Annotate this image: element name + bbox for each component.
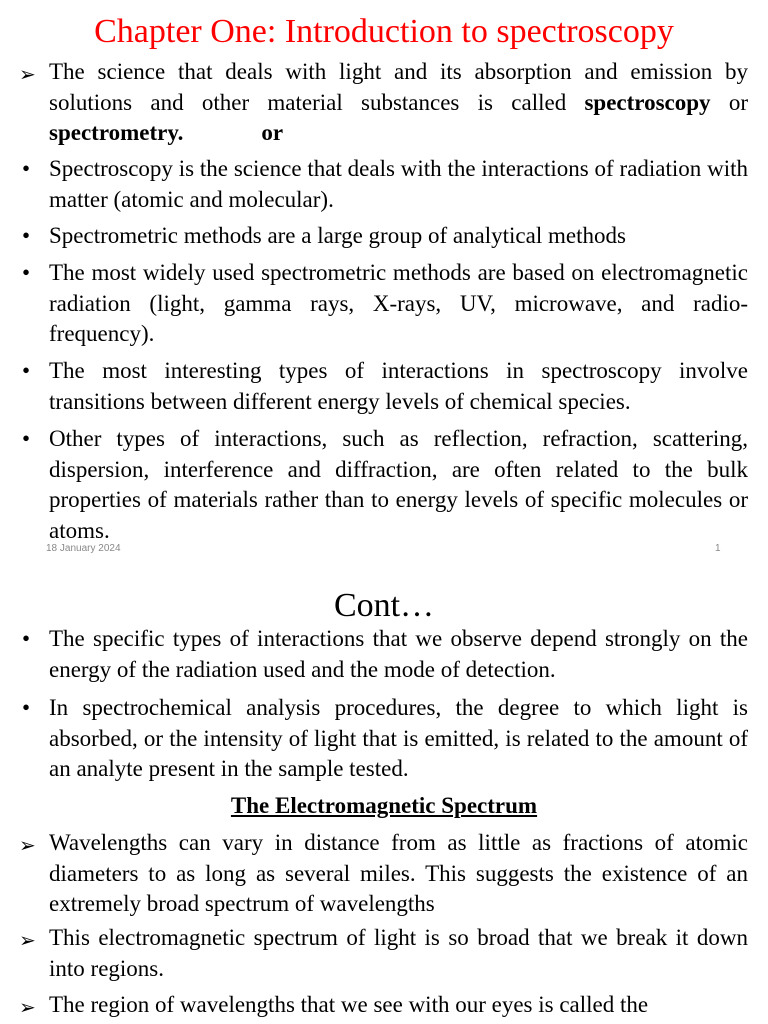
arrow-bullet-icon: ➢ bbox=[19, 835, 36, 857]
arrow-bullet-icon: ➢ bbox=[19, 997, 36, 1019]
slide-2 bbox=[0, 582, 768, 1024]
footer-date: 18 January 2024 bbox=[46, 543, 121, 554]
dot-bullet-icon: • bbox=[22, 426, 31, 451]
slide-divider bbox=[0, 566, 768, 582]
paragraph: In spectrochemical analysis procedures, the degree to which light is absorbed, or the intensity of light that is emitted, is related to the amount of an analyte present in the sample tested. bbox=[49, 695, 748, 781]
bold-term: spectrometry. bbox=[49, 120, 184, 145]
dot-bullet-icon: • bbox=[22, 695, 31, 720]
slide-title: Chapter One: Introduction to spectroscopy bbox=[94, 13, 674, 50]
dot-bullet-icon: • bbox=[22, 260, 31, 285]
paragraph: Other types of interactions, such as reflection, refraction, scattering, dispersion, interference and diffraction, are often related to the bulk properties of materials rather than to energy levels of specific molecules or atoms. bbox=[49, 426, 748, 543]
paragraph: Spectrometric methods are a large group of analytical methods bbox=[49, 223, 626, 248]
bold-term: spectroscopy bbox=[584, 89, 711, 115]
paragraph: The most interesting types of interactions in spectroscopy involve transitions between different energy levels of chemical species. bbox=[49, 358, 748, 414]
paragraph: This electromagnetic spectrum of light is so broad that we break it down into regions. bbox=[49, 925, 748, 981]
page-number: 1 bbox=[715, 543, 721, 554]
paragraph: The specific types of interactions that we observe depend strongly on the energy of the radiation used and the mode of detection. bbox=[49, 626, 748, 682]
paragraph-text: The science that deals with light and its absorption and emission by solutions and other material substances is called bbox=[49, 59, 748, 115]
paragraph: The most widely used spectrometric methods are based on electromagnetic radiation (light, gamma rays, X-rays, UV, microwave, and radio-frequency). bbox=[49, 260, 748, 346]
paragraph-text: or bbox=[710, 89, 748, 115]
arrow-bullet-icon: ➢ bbox=[19, 64, 36, 86]
dot-bullet-icon: • bbox=[22, 156, 31, 181]
paragraph: Wavelengths can vary in distance from as little as fractions of atomic diameters to as long as several miles. This suggests the existence of an extremely broad spectrum of wavelengths bbox=[49, 830, 748, 916]
dot-bullet-icon: • bbox=[22, 626, 31, 651]
paragraph: The region of wavelengths that we see with our eyes is called the bbox=[49, 992, 649, 1017]
slide-title: Cont… bbox=[333, 587, 435, 624]
bold-or: or bbox=[261, 120, 284, 145]
paragraph-definition bbox=[49, 57, 748, 149]
dot-bullet-icon: • bbox=[22, 223, 31, 248]
paragraph: Spectroscopy is the science that deals with the interactions of radiation with matter (atomic and molecular). bbox=[49, 156, 748, 212]
section-heading: The Electromagnetic Spectrum bbox=[230, 793, 538, 818]
arrow-bullet-icon: ➢ bbox=[19, 930, 36, 952]
dot-bullet-icon: • bbox=[22, 358, 31, 383]
